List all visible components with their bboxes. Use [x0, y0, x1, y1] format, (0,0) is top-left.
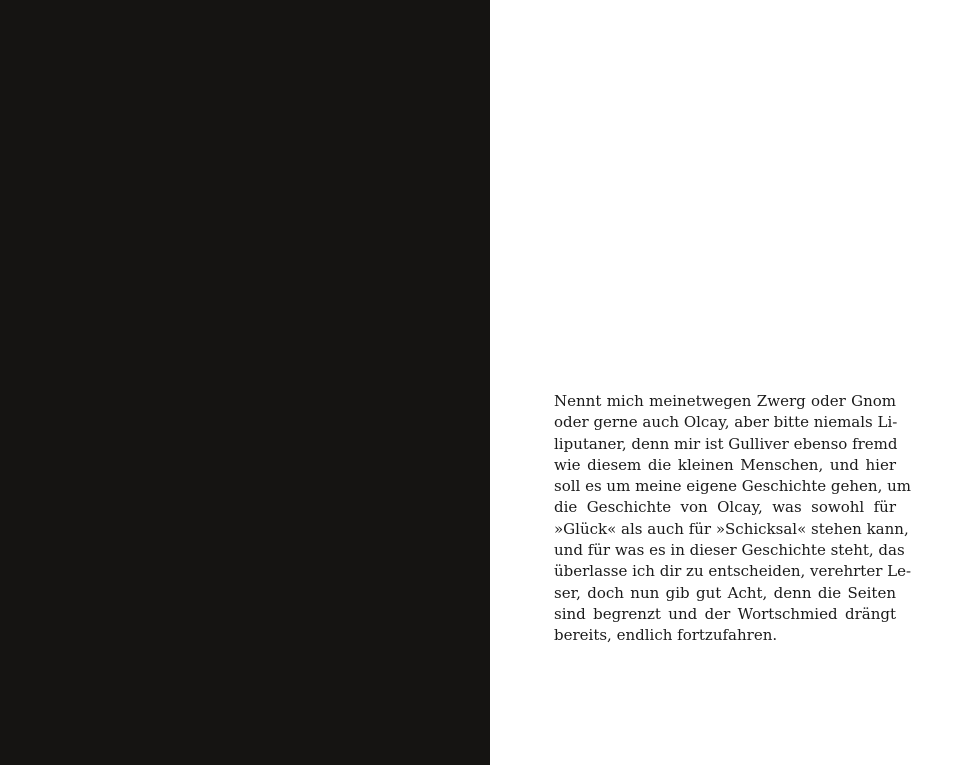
text-line: soll es um meine eigene Geschichte gehen, um [554, 477, 911, 496]
text-line: ser, doch nun gib gut Acht, denn die Seiten [554, 583, 896, 602]
text-line: und für was es in dieser Geschichte steht, das [554, 541, 905, 560]
text-line: die Geschichte von Olcay, was sowohl für [554, 498, 896, 517]
text-line: Nennt mich meinetwegen Zwerg oder Gnom [554, 392, 896, 410]
text-line: liputaner, denn mir ist Gulliver ebenso fremd [554, 434, 898, 453]
text-line: »Glück« als auch für »Schicksal« stehen kann, [554, 519, 909, 538]
text-line: wie diesem die kleinen Menschen, und hier [554, 455, 896, 474]
right-page-white [490, 0, 980, 765]
text-line: oder gerne auch Olcay, aber bitte niemals Li- [554, 413, 898, 432]
text-line: bereits, endlich fortzufahren. [554, 626, 778, 645]
text-line: sind begrenzt und der Wortschmied drängt [554, 604, 896, 623]
body-paragraph [554, 391, 912, 647]
text-line: überlasse ich dir zu entscheiden, verehrter Le- [554, 562, 912, 581]
